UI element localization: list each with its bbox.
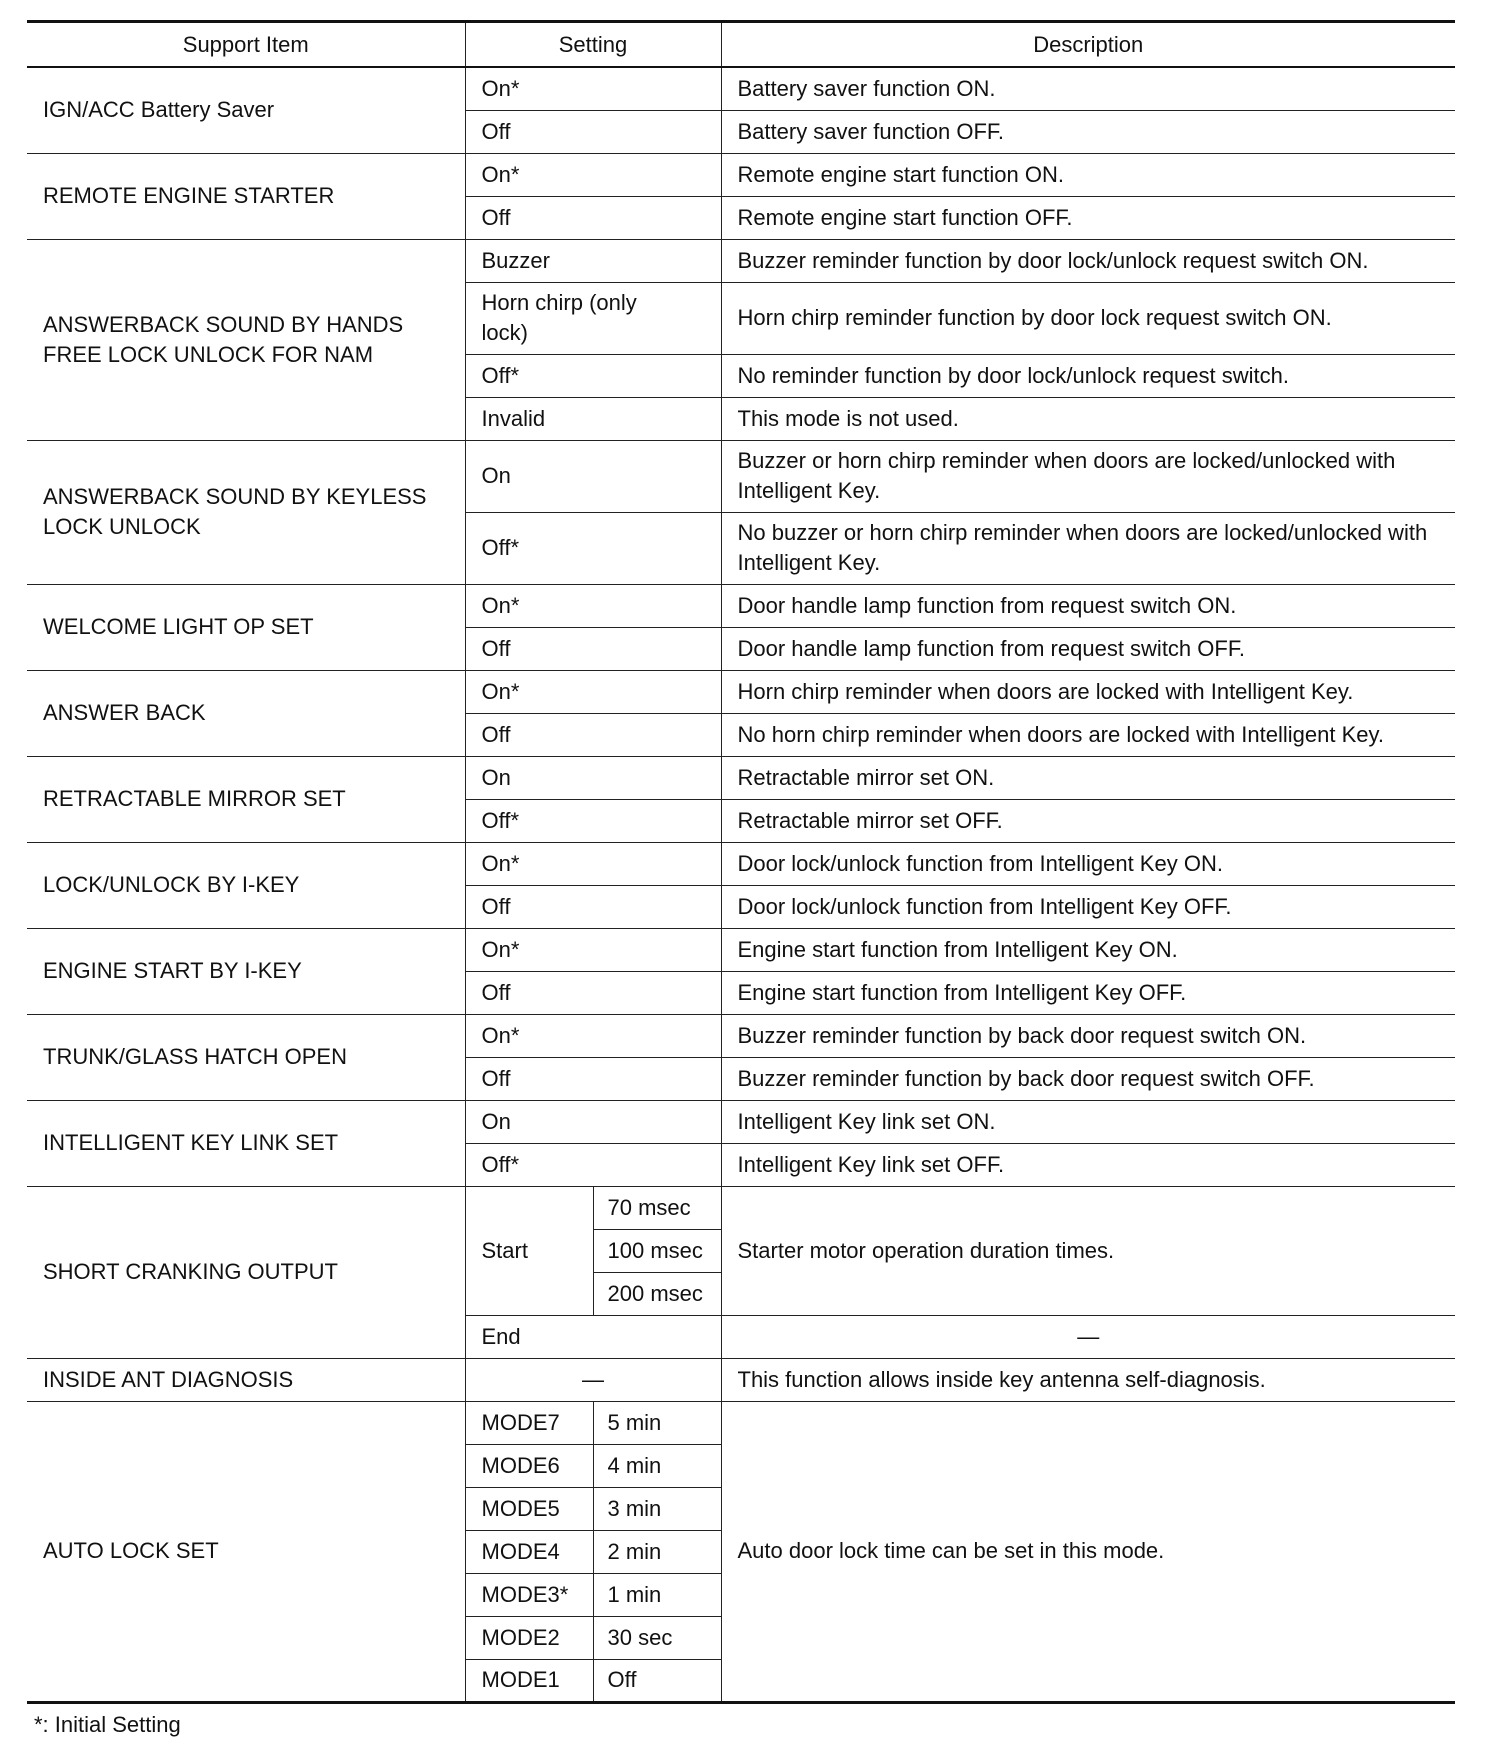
table-row [27, 842, 1455, 885]
description-cell: Battery saver function ON. [721, 67, 1455, 110]
description-cell: Buzzer or horn chirp reminder when doors are locked/unlocked with Intelligent Key. [721, 440, 1455, 512]
mode-value-cell: 4 min [593, 1444, 721, 1487]
mode-cell: MODE5 [465, 1487, 593, 1530]
description-cell: Intelligent Key link set OFF. [721, 1143, 1455, 1186]
support-item-cell: INTELLIGENT KEY LINK SET [27, 1100, 465, 1186]
setting-cell: On* [465, 1014, 721, 1057]
description-cell: Retractable mirror set ON. [721, 756, 1455, 799]
description-cell: Horn chirp reminder when doors are locked with Intelligent Key. [721, 670, 1455, 713]
table-row [27, 670, 1455, 713]
mode-value-cell: 30 sec [593, 1616, 721, 1659]
setting-cell: Off [465, 713, 721, 756]
setting-cell: On* [465, 842, 721, 885]
setting-start-cell: Start [465, 1186, 593, 1315]
support-item-cell: INSIDE ANT DIAGNOSIS [27, 1358, 465, 1401]
setting-value-cell: 70 msec [593, 1186, 721, 1229]
setting-cell: On [465, 440, 721, 512]
description-cell: Battery saver function OFF. [721, 110, 1455, 153]
table-row [27, 239, 1455, 282]
description-cell: Buzzer reminder function by back door request switch OFF. [721, 1057, 1455, 1100]
description-cell: Engine start function from Intelligent Key OFF. [721, 971, 1455, 1014]
setting-cell: Horn chirp (only lock) [465, 282, 721, 354]
description-cell: No buzzer or horn chirp reminder when doors are locked/unlocked with Intelligent Key. [721, 512, 1455, 584]
description-cell: Engine start function from Intelligent Key ON. [721, 928, 1455, 971]
support-item-cell: ENGINE START BY I-KEY [27, 928, 465, 1014]
setting-cell: On [465, 756, 721, 799]
description-cell: This mode is not used. [721, 397, 1455, 440]
setting-cell: Off [465, 885, 721, 928]
mode-cell: MODE6 [465, 1444, 593, 1487]
setting-value-cell: 100 msec [593, 1229, 721, 1272]
setting-cell: On* [465, 67, 721, 110]
header-description: Description [721, 22, 1455, 68]
support-item-cell: ANSWERBACK SOUND BY KEYLESS LOCK UNLOCK [27, 440, 465, 584]
description-cell: Door handle lamp function from request switch OFF. [721, 627, 1455, 670]
table-header-row [27, 22, 1455, 68]
setting-cell: Off [465, 627, 721, 670]
description-cell: No horn chirp reminder when doors are locked with Intelligent Key. [721, 713, 1455, 756]
mode-value-cell: 1 min [593, 1573, 721, 1616]
setting-cell: End [465, 1315, 721, 1358]
description-cell: Horn chirp reminder function by door lock request switch ON. [721, 282, 1455, 354]
support-item-cell: IGN/ACC Battery Saver [27, 67, 465, 153]
description-cell: Remote engine start function OFF. [721, 196, 1455, 239]
description-cell: Auto door lock time can be set in this mode. [721, 1401, 1455, 1702]
header-setting: Setting [465, 22, 721, 68]
setting-cell: Invalid [465, 397, 721, 440]
support-item-cell: REMOTE ENGINE STARTER [27, 153, 465, 239]
mode-cell: MODE1 [465, 1659, 593, 1702]
description-cell: Buzzer reminder function by door lock/unlock request switch ON. [721, 239, 1455, 282]
support-item-cell: ANSWER BACK [27, 670, 465, 756]
support-items-table [27, 20, 1455, 1704]
setting-cell: On* [465, 153, 721, 196]
description-cell: Intelligent Key link set ON. [721, 1100, 1455, 1143]
setting-cell: Off* [465, 354, 721, 397]
mode-value-cell: 5 min [593, 1401, 721, 1444]
support-item-cell: ANSWERBACK SOUND BY HANDS FREE LOCK UNLOCK FOR NAM [27, 239, 465, 440]
support-item-cell: AUTO LOCK SET [27, 1401, 465, 1702]
table-row [27, 928, 1455, 971]
table-row [27, 153, 1455, 196]
setting-cell: Off [465, 110, 721, 153]
setting-cell: On* [465, 670, 721, 713]
description-cell: This function allows inside key antenna self-diagnosis. [721, 1358, 1455, 1401]
table-row [27, 67, 1455, 110]
support-item-cell: SHORT CRANKING OUTPUT [27, 1186, 465, 1358]
support-item-cell: RETRACTABLE MIRROR SET [27, 756, 465, 842]
setting-cell: Off* [465, 512, 721, 584]
description-cell: — [721, 1315, 1455, 1358]
header-support-item: Support Item [27, 22, 465, 68]
footnote: *: Initial Setting [34, 1712, 181, 1737]
table-row [27, 1358, 1455, 1401]
setting-cell: Buzzer [465, 239, 721, 282]
mode-cell: MODE7 [465, 1401, 593, 1444]
mode-cell: MODE3* [465, 1573, 593, 1616]
table-row [27, 440, 1455, 512]
setting-cell: Off* [465, 1143, 721, 1186]
description-cell: Remote engine start function ON. [721, 153, 1455, 196]
table-row [27, 1100, 1455, 1143]
description-cell: Door lock/unlock function from Intelligent Key ON. [721, 842, 1455, 885]
mode-cell: MODE4 [465, 1530, 593, 1573]
setting-cell: Off [465, 1057, 721, 1100]
table-row [27, 584, 1455, 627]
description-cell: Retractable mirror set OFF. [721, 799, 1455, 842]
support-items-table-container [27, 20, 1455, 1704]
description-cell: Buzzer reminder function by back door request switch ON. [721, 1014, 1455, 1057]
support-item-cell: LOCK/UNLOCK BY I-KEY [27, 842, 465, 928]
table-row [27, 1014, 1455, 1057]
mode-cell: MODE2 [465, 1616, 593, 1659]
setting-cell: On [465, 1100, 721, 1143]
setting-cell: Off [465, 196, 721, 239]
setting-cell: On* [465, 584, 721, 627]
setting-cell: Off [465, 971, 721, 1014]
setting-cell: On* [465, 928, 721, 971]
table-row [27, 756, 1455, 799]
setting-cell: — [465, 1358, 721, 1401]
support-item-cell: TRUNK/GLASS HATCH OPEN [27, 1014, 465, 1100]
description-cell: Door lock/unlock function from Intelligent Key OFF. [721, 885, 1455, 928]
table-row [27, 1186, 1455, 1229]
mode-value-cell: 3 min [593, 1487, 721, 1530]
mode-value-cell: Off [593, 1659, 721, 1702]
support-item-cell: WELCOME LIGHT OP SET [27, 584, 465, 670]
setting-value-cell: 200 msec [593, 1272, 721, 1315]
mode-value-cell: 2 min [593, 1530, 721, 1573]
description-cell: No reminder function by door lock/unlock request switch. [721, 354, 1455, 397]
description-cell: Starter motor operation duration times. [721, 1186, 1455, 1315]
table-row [27, 1401, 1455, 1444]
description-cell: Door handle lamp function from request switch ON. [721, 584, 1455, 627]
setting-cell: Off* [465, 799, 721, 842]
